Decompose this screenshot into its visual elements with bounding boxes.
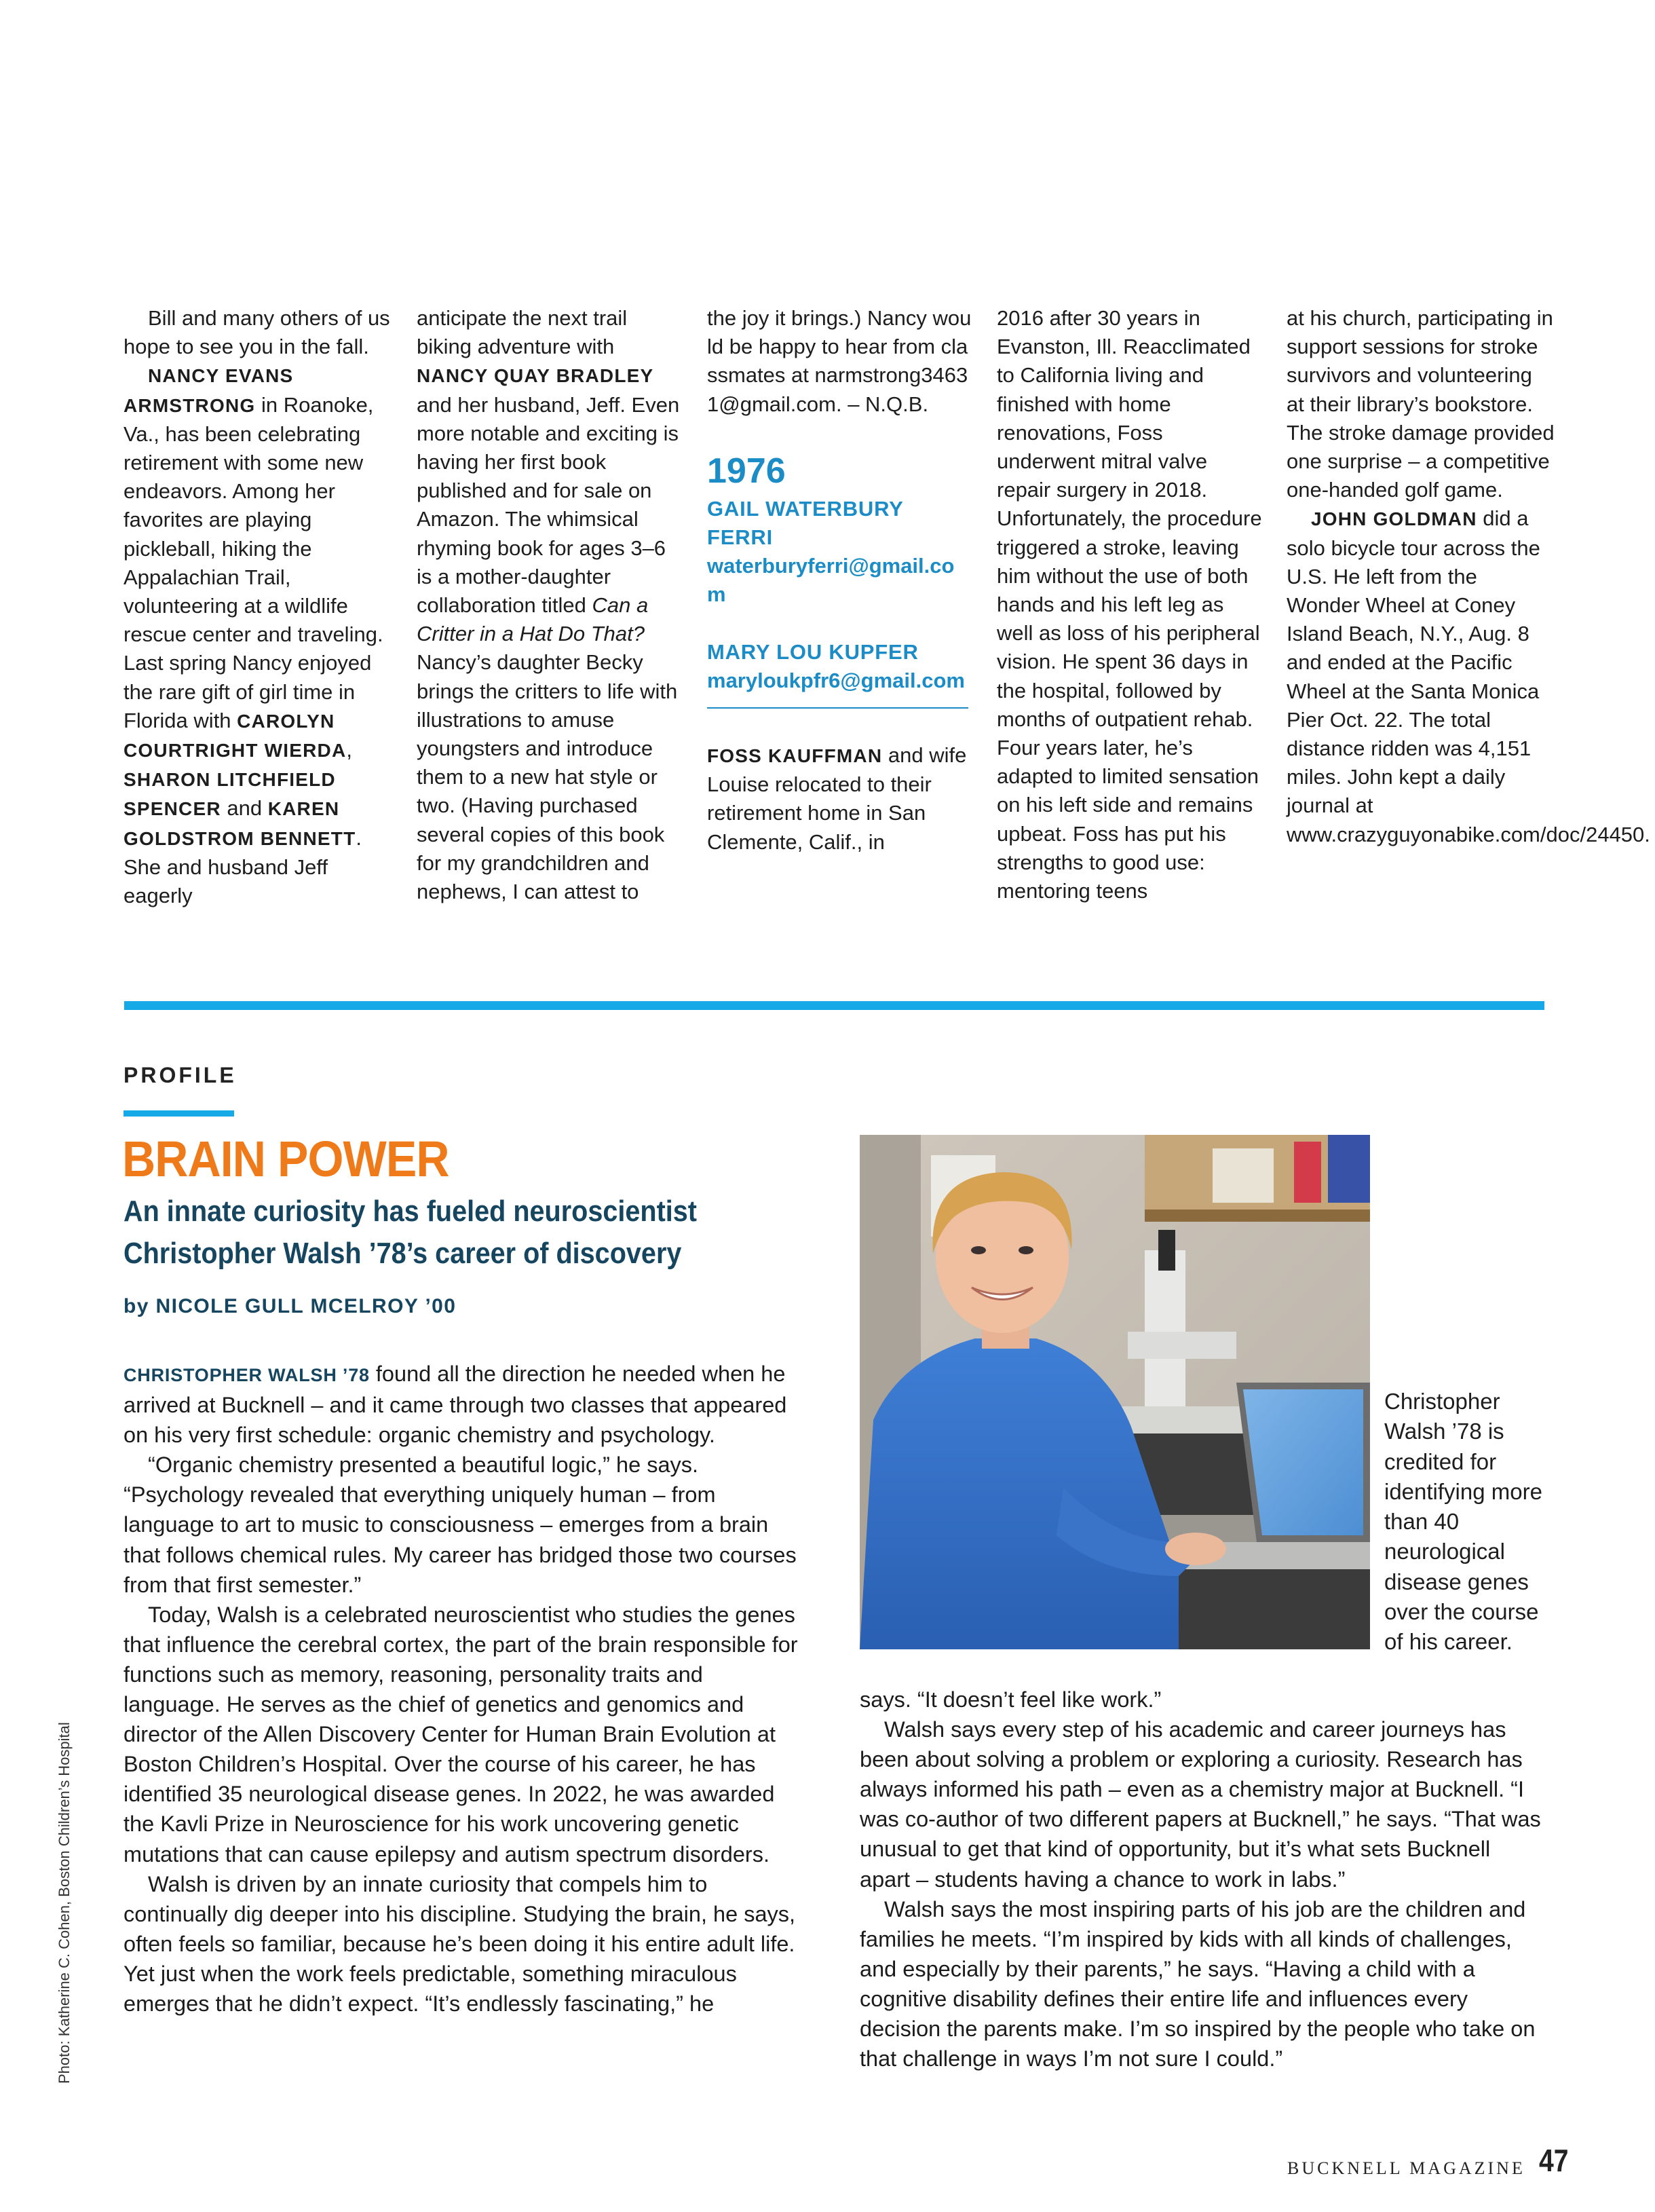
classmate-name: KAREN GOLDSTROM BENNETT: [123, 798, 356, 849]
section-label: PROFILE: [123, 1063, 237, 1087]
classmate-name: CAROLYN COURTRIGHT WIERDA: [123, 710, 347, 762]
page-number: 47: [1539, 2143, 1569, 2178]
class-notes-column-4: [997, 304, 1265, 905]
book-title: Can a Critter in a Hat Do That?: [417, 593, 649, 646]
class-notes-column-5: [1287, 304, 1650, 849]
reporter-email-link[interactable]: maryloukpfr6@gmail.com: [707, 668, 965, 692]
note-paragraph: the joy it brings.) Nancy would be happy to hear from classmates at narmstrong34631@gmail.com. – N.Q.B.: [707, 306, 972, 416]
classmate-name: JOHN GOLDMAN: [1311, 508, 1477, 530]
reporter-email-link[interactable]: waterburyferri@gmail.com: [707, 554, 955, 607]
class-year-heading: 1976: [707, 451, 786, 491]
article-body-right: [860, 1685, 1545, 2074]
body-paragraph: Walsh is driven by an innate curiosity that compels him to continually dig deeper into his discipline. Studying the brain, he says, often feels so familiar, because he’s been doing it his entire adult life. Yet just when the work feels predictable, something miraculous emerges that he didn’t expect. “It’s endlessly fascinating,” he: [123, 1871, 796, 2016]
classmate-name: SHARON LITCHFIELD SPENCER: [123, 769, 336, 820]
note-paragraph: JOHN GOLDMAN did a solo bicycle tour across the U.S. He left from the Wonder Wheel at Coney Island Beach, N.Y., Aug. 8 and ended at the Pacific Wheel at the Santa Monica Pier Oct. 22. The total distance ridden was 4,151 miles. John kept a daily journal at www.crazyguyonabike.com/doc/24450.: [1287, 506, 1650, 846]
article-body-left: [123, 1359, 799, 2019]
footer-magazine-name: BUCKNELL MAGAZINE: [1287, 2158, 1525, 2178]
note-paragraph: Bill and many others of us hope to see you in the fall.: [123, 306, 390, 359]
article-deck: An innate curiosity has fueled neuroscientist Christopher Walsh ’78’s career of discovery: [123, 1195, 697, 1270]
section-label-rule: [123, 1110, 234, 1117]
classmate-name: NANCY EVANS ARMSTRONG: [123, 365, 294, 416]
note-paragraph: FOSS KAUFFMAN and wife Louise relocated to their retirement home in San Clemente, Calif., in: [707, 743, 967, 854]
class-notes-column-1: [123, 304, 392, 910]
spacer: [707, 610, 972, 638]
column-rule: [707, 707, 968, 709]
class-reporter-name: MARY LOU KUPFER: [707, 639, 919, 664]
class-notes-column-3: [707, 304, 972, 857]
lab-portrait-illustration: [860, 1135, 1370, 1649]
body-paragraph: says. “It doesn’t feel like work.”: [860, 1687, 1162, 1712]
note-paragraph: NANCY EVANS ARMSTRONG in Roanoke, Va., has been celebrating retirement with some new endeavors. Among her favorites are playing pickleball, hiking the Appalachian Trail, volunteering at a wildlife rescue center and traveling. Last spring Nancy enjoyed the rare gift of girl time in Florida with CAROLYN COURTRIGHT WIERDA, SHARON LITCHFIELD SPENCER and KAREN GOLDSTROM BENNETT. She and husband Jeff eagerly: [123, 365, 383, 908]
note-paragraph: anticipate the next trail biking adventure with NANCY QUAY BRADLEY and her husband, Jeff. Even more notable and exciting is having her first book published and for sale on Amazon. The whimsical rhyming book for ages 3–6 is a mother-daughter collaboration titled Can a Critter in a Hat Do That? Nancy’s daughter Becky brings the critters to life with illustrations to amuse youngsters and introduce them to a new hat style or two. (Having purchased several copies of this book for my grandchildren and nephews, I can attest to: [417, 306, 680, 904]
class-notes-column-2: [417, 304, 685, 906]
classmate-name: NANCY QUAY BRADLEY: [417, 365, 654, 387]
note-paragraph: 2016 after 30 years in Evanston, Ill. Reacclimated to California living and finished with home renovations, Foss underwent mitral valve repair surgery in 2018. Unfortunately, the procedure triggered a stroke, leaving him without the use of both hands and his left leg as well as loss of his peripheral vision. He spent 36 days in the hospital, followed by months of outpatient rehab. Four years later, he’s adapted to limited sensation on his left side and remains upbeat. Foss has put his strengths to good use: mentoring teens: [997, 306, 1262, 903]
body-paragraph: Today, Walsh is a celebrated neuroscientist who studies the genes that influence the cerebral cortex, the part of the brain responsible for functions such as memory, reasoning, personality traits and language. He serves as the chief of genetics and genomics and director of the Allen Discovery Center for Human Brain Evolution at Boston Children’s Hospital. Over the course of his career, he has identified 35 neurological disease genes. In 2022, he was awarded the Kavli Prize in Neuroscience for his work uncovering genetic mutations that can cause epilepsy and autism spectrum disorders.: [123, 1602, 798, 1867]
section-divider: [124, 1001, 1544, 1010]
class-reporter-name: GAIL WATERBURY FERRI: [707, 496, 904, 550]
lead-name: CHRISTOPHER WALSH ’78: [123, 1365, 370, 1385]
portrait-photo: [860, 1135, 1370, 1649]
article-byline: by NICOLE GULL MCELROY ’00: [123, 1295, 457, 1317]
photo-credit: Photo: Katherine C. Cohen, Boston Children’s Hospital: [56, 1722, 73, 2084]
article-headline: BRAIN POWER: [122, 1131, 449, 1187]
note-paragraph: at his church, participating in support sessions for stroke survivors and volunteering at their library’s bookstore. The stroke damage provided one surprise – a competitive one-handed golf game.: [1287, 306, 1555, 502]
classmate-name: FOSS KAUFFMAN: [707, 745, 883, 767]
body-paragraph: Walsh says the most inspiring parts of his job are the children and families he meets. “I’m inspired by kids with all kinds of challenges, and especially by their parents,” he says. “Having a child with a cognitive disability defines their entire life and influences every decision the parents make. I’m so inspired by the people who take on that challenge in ways I’m not sure I could.”: [860, 1896, 1536, 2072]
body-paragraph: “Organic chemistry presented a beautiful logic,” he says. “Psychology revealed that everything uniquely human – from language to art to music to consciousness – emerges from a brain that follows chemical rules. My career has bridged those two courses from that first semester.”: [123, 1452, 797, 1597]
body-paragraph: CHRISTOPHER WALSH ’78 found all the direction he needed when he arrived at Bucknell – and it came through two classes that appeared on his very first schedule: organic chemistry and psychology.: [123, 1362, 787, 1448]
body-paragraph: Walsh says every step of his academic and career journeys has been about solving a problem or exploring a curiosity. Research has always informed his path – even as a chemistry major at Bucknell. “I was co-author of two different papers at Bucknell,” he says. “That was unusual to get that kind of opportunity, but it’s what sets Bucknell apart – students having a chance to work in labs.”: [860, 1717, 1541, 1892]
photo-caption: Christopher Walsh ’78 is credited for identifying more than 40 neurological disease genes over the course of his career.: [1384, 1389, 1542, 1655]
